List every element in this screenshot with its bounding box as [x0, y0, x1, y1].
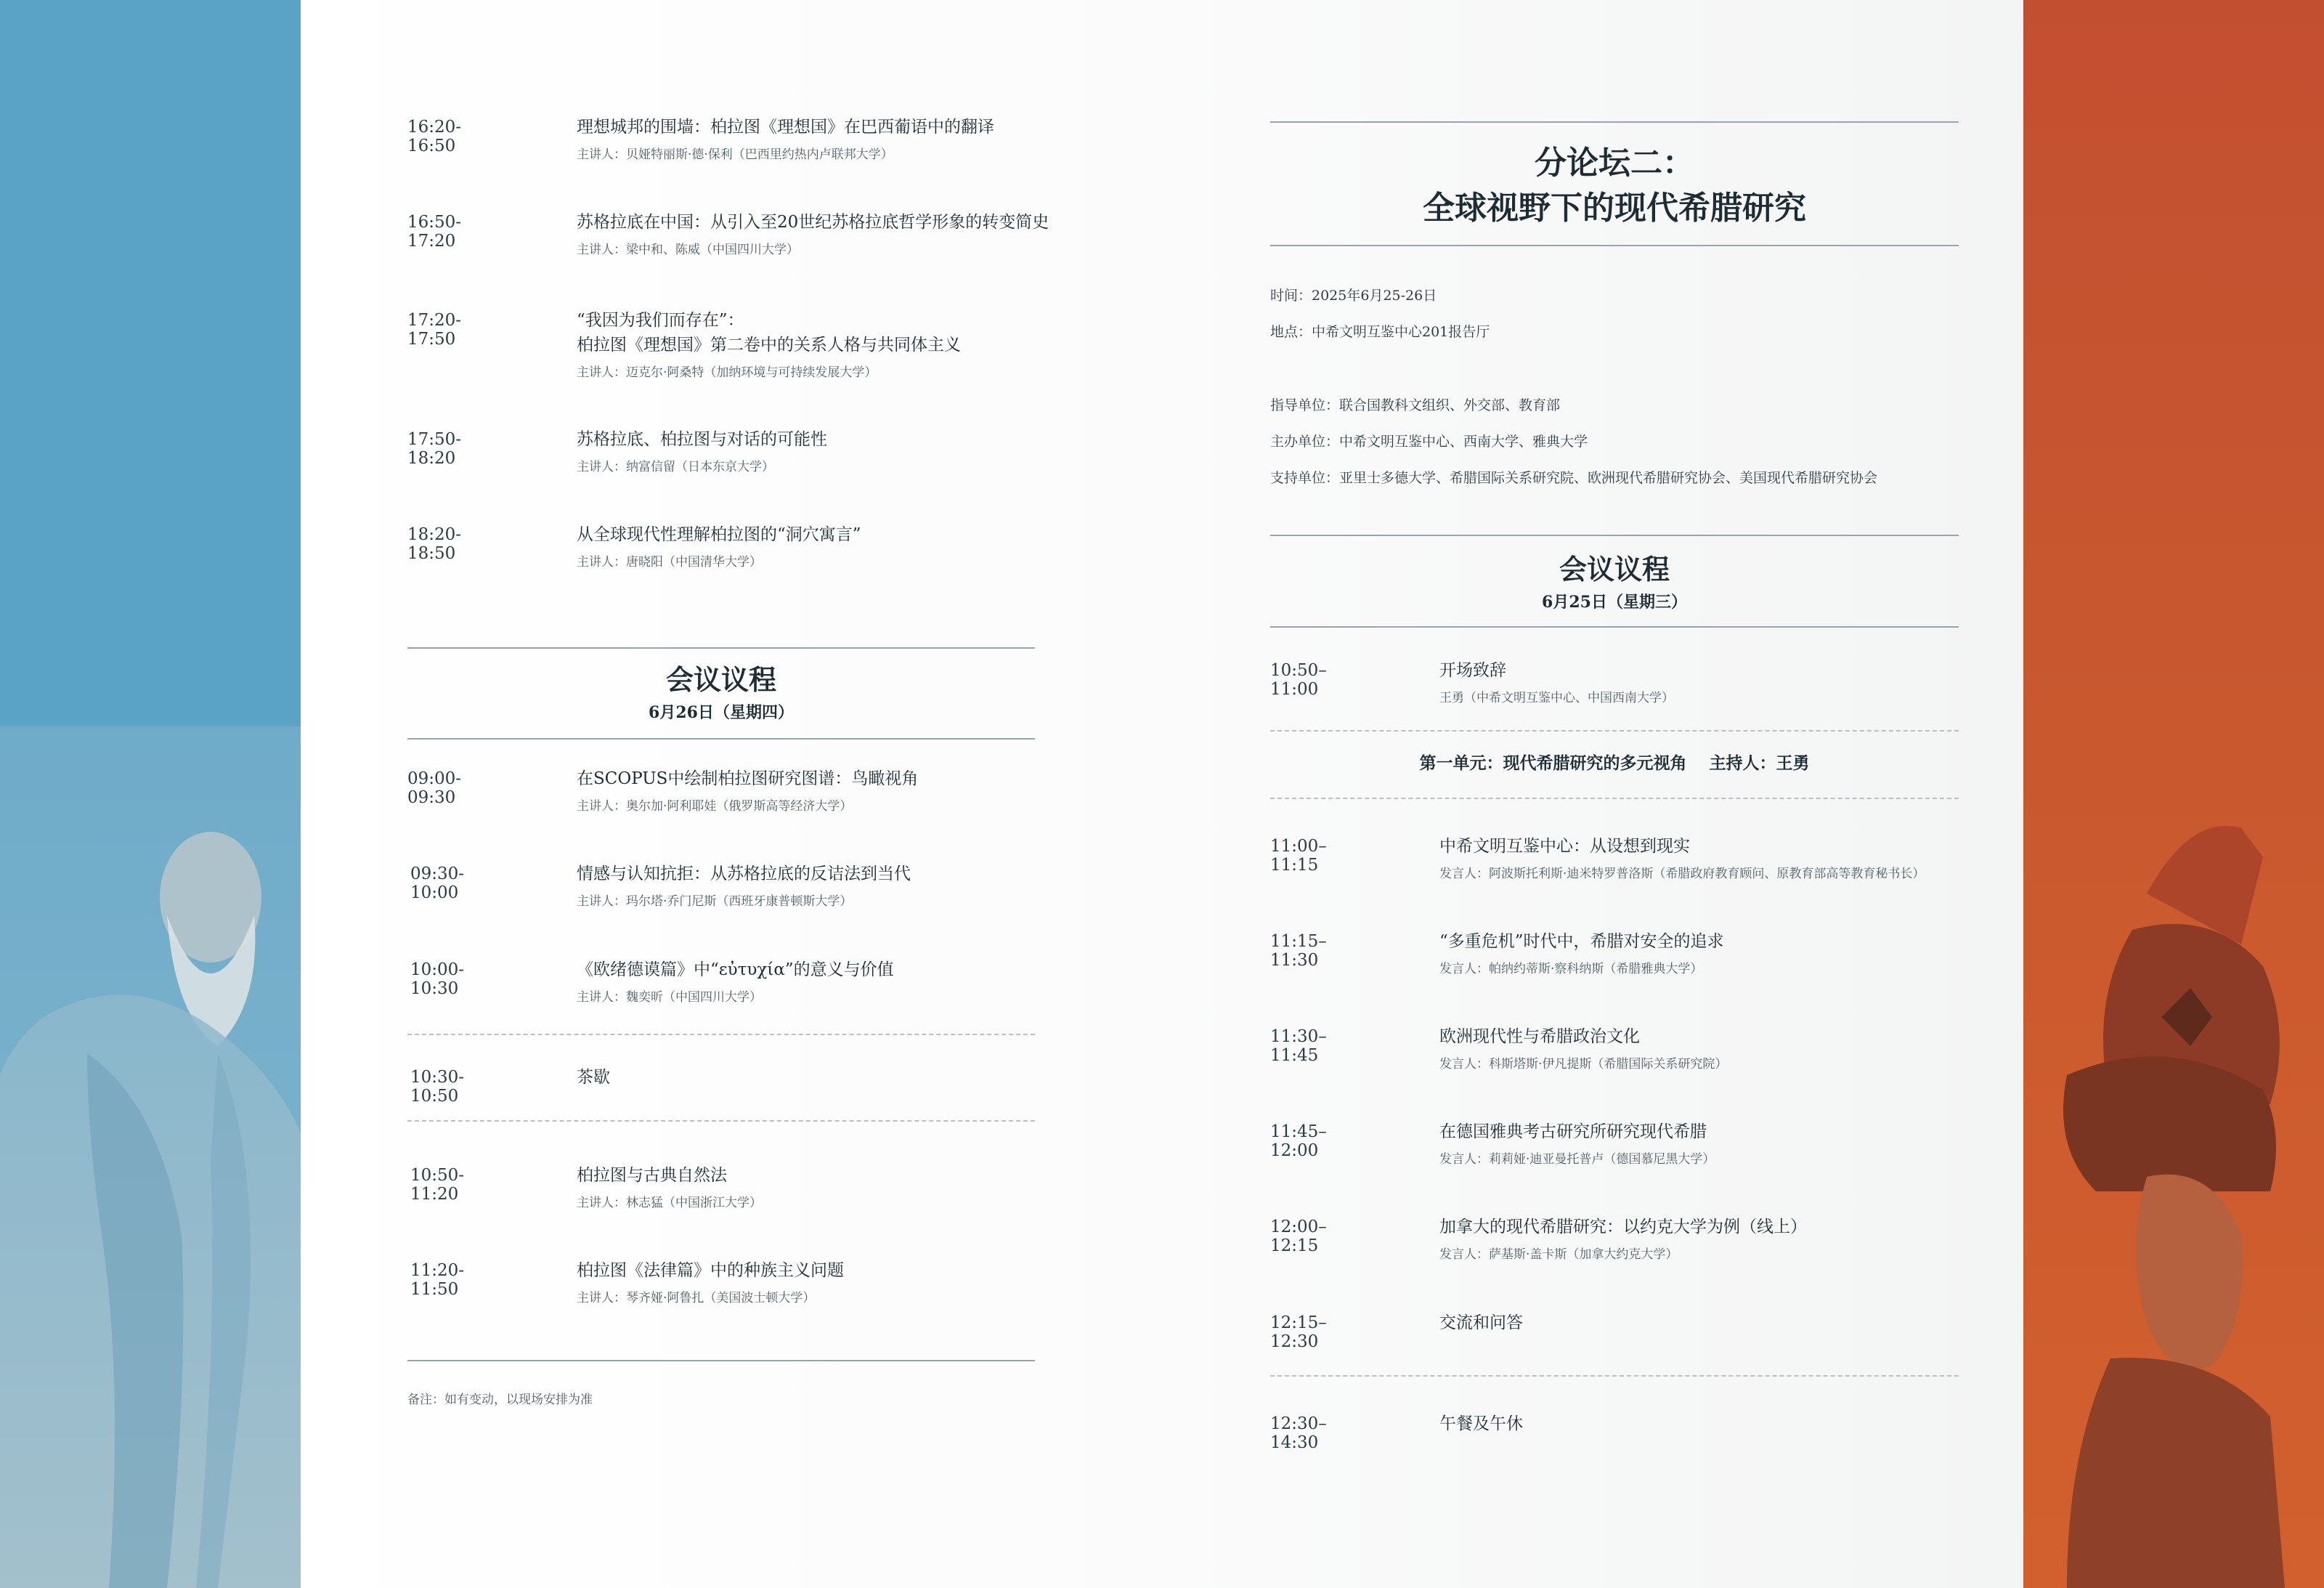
dashed-divider	[1270, 730, 1959, 732]
session-time: 11:45–12:00	[1270, 1122, 1327, 1160]
session-time: 09:00-09:30	[407, 769, 462, 807]
session-speaker: 主讲人：玛尔塔·乔门尼斯（西班牙康普顿斯大学）	[577, 894, 853, 909]
session-speaker: 王勇（中希文明互鉴中心、中国西南大学）	[1439, 691, 1674, 705]
session-speaker: 主讲人：林志猛（中国浙江大学）	[577, 1196, 762, 1210]
host-units: 主办单位：中希文明互鉴中心、西南大学、雅典大学	[1270, 434, 1588, 450]
session-speaker: 发言人：阿波斯托利斯·迪米特罗普洛斯（希腊政府教育顾问、原教育部高等教育秘书长）	[1439, 867, 1925, 881]
session-time: 16:20-16:50	[407, 118, 462, 155]
divider	[1270, 535, 1959, 536]
session-time: 17:50-18:20	[407, 430, 462, 468]
session-time: 11:15–11:30	[1270, 932, 1327, 970]
session-time: 16:50-17:20	[407, 213, 462, 251]
session-time: 12:15–12:30	[1270, 1313, 1327, 1351]
session-time: 10:50-11:20	[410, 1166, 465, 1204]
session-title: 欧洲现代性与希腊政治文化	[1439, 1027, 1640, 1046]
session-speaker: 发言人：萨基斯·盖卡斯（加拿大约克大学）	[1439, 1247, 1678, 1262]
session-title: 中希文明互鉴中心：从设想到现实	[1439, 837, 1690, 856]
session-time: 11:20-11:50	[410, 1261, 465, 1299]
session-speaker: 主讲人：奥尔加·阿利耶娃（俄罗斯高等经济大学）	[577, 799, 853, 814]
session-speaker: 主讲人：唐晓阳（中国清华大学）	[577, 555, 762, 570]
divider	[1270, 121, 1959, 123]
session-time: 10:50–11:00	[1270, 661, 1327, 699]
session-title: 交流和问答	[1439, 1313, 1523, 1332]
session-title: 开场致辞	[1439, 661, 1506, 680]
divider	[1270, 626, 1959, 628]
session-time: 10:30-10:50	[410, 1068, 465, 1106]
session-title: 从全球现代性理解柏拉图的“洞穴寓言”	[577, 525, 861, 544]
guide-units: 指导单位：联合国教科文组织、外交部、教育部	[1270, 397, 1561, 413]
session-speaker: 主讲人：迈克尔·阿桑特（加纳环境与可持续发展大学）	[577, 365, 877, 380]
session-speaker: 主讲人：魏奕昕（中国四川大学）	[577, 990, 762, 1005]
note: 备注：如有变动，以现场安排为准	[407, 1393, 593, 1407]
session-speaker: 发言人：莉莉娅·迪亚曼托普卢（德国慕尼黑大学）	[1439, 1152, 1715, 1167]
agenda-date: 6月26日（星期四）	[649, 703, 794, 722]
place-info: 地点：中希文明互鉴中心201报告厅	[1270, 324, 1490, 340]
session-title: “多重危机”时代中，希腊对安全的追求	[1439, 932, 1724, 951]
session-speaker: 主讲人：纳富信留（日本东京大学）	[577, 460, 774, 474]
session-time: 12:00–12:15	[1270, 1218, 1327, 1255]
session-title: 在德国雅典考古研究所研究现代希腊	[1439, 1122, 1707, 1141]
forum-title-line2: 全球视野下的现代希腊研究	[1423, 190, 1806, 227]
session-title: 理想城邦的围墙：柏拉图《理想国》在巴西葡语中的翻译	[577, 118, 994, 137]
session-time: 10:00-10:30	[410, 960, 465, 998]
unit-heading: 第一单元：现代希腊研究的多元视角 主持人：王勇	[1419, 753, 1810, 773]
session-speaker: 主讲人：梁中和、陈威（中国四川大学）	[577, 243, 799, 257]
session-title: 加拿大的现代希腊研究：以约克大学为例（线上）	[1439, 1218, 1807, 1236]
dashed-divider	[1270, 1375, 1959, 1377]
time-info: 时间：2025年6月25-26日	[1270, 288, 1437, 304]
session-title: 苏格拉底、柏拉图与对话的可能性	[577, 430, 827, 449]
session-title-line2: 柏拉图《理想国》第二卷中的关系人格与共同体主义	[577, 336, 961, 355]
divider	[1270, 245, 1959, 246]
session-time: 11:30–11:45	[1270, 1027, 1327, 1065]
agenda-date: 6月25日（星期三）	[1542, 593, 1687, 612]
session-speaker: 发言人：帕纳约蒂斯·察科纳斯（希腊雅典大学）	[1439, 962, 1703, 976]
agenda-heading: 会议议程	[1559, 553, 1670, 586]
session-speaker: 主讲人：琴齐娅·阿鲁扎（美国波士顿大学）	[577, 1291, 816, 1305]
forum-title-line1: 分论坛二：	[1535, 145, 1694, 182]
session-title: 茶歇	[577, 1068, 610, 1087]
session-title: 情感与认知抗拒：从苏格拉底的反诘法到当代	[577, 864, 911, 883]
session-title: 柏拉图《法律篇》中的种族主义问题	[577, 1261, 844, 1280]
session-time: 18:20-18:50	[407, 525, 462, 563]
session-speaker: 主讲人：贝娅特丽斯·德·保利（巴西里约热内卢联邦大学）	[577, 147, 893, 162]
dashed-divider	[1270, 798, 1959, 799]
session-speaker: 发言人：科斯塔斯·伊凡提斯（希腊国际关系研究院）	[1439, 1057, 1728, 1072]
session-time: 17:20-17:50	[407, 311, 462, 349]
session-title: 苏格拉底在中国：从引入至20世纪苏格拉底哲学形象的转变简史	[577, 213, 1049, 232]
session-title: 柏拉图与古典自然法	[577, 1166, 727, 1185]
session-title: 在SCOPUS中绘制柏拉图研究图谱：鸟瞰视角	[577, 769, 919, 788]
agenda-heading: 会议议程	[665, 663, 776, 696]
session-title: 午餐及午休	[1439, 1414, 1523, 1433]
session-time: 11:00–11:15	[1270, 837, 1327, 875]
session-time: 12:30–14:30	[1270, 1414, 1327, 1452]
session-title: 《欧绪德谟篇》中“εὐτυχία”的意义与价值	[577, 960, 894, 979]
session-time: 09:30-10:00	[410, 864, 465, 902]
session-title: “我因为我们而存在”：	[577, 311, 744, 330]
support-units: 支持单位：亚里士多德大学、希腊国际关系研究院、欧洲现代希腊研究协会、美国现代希腊研究协会	[1270, 470, 1878, 486]
